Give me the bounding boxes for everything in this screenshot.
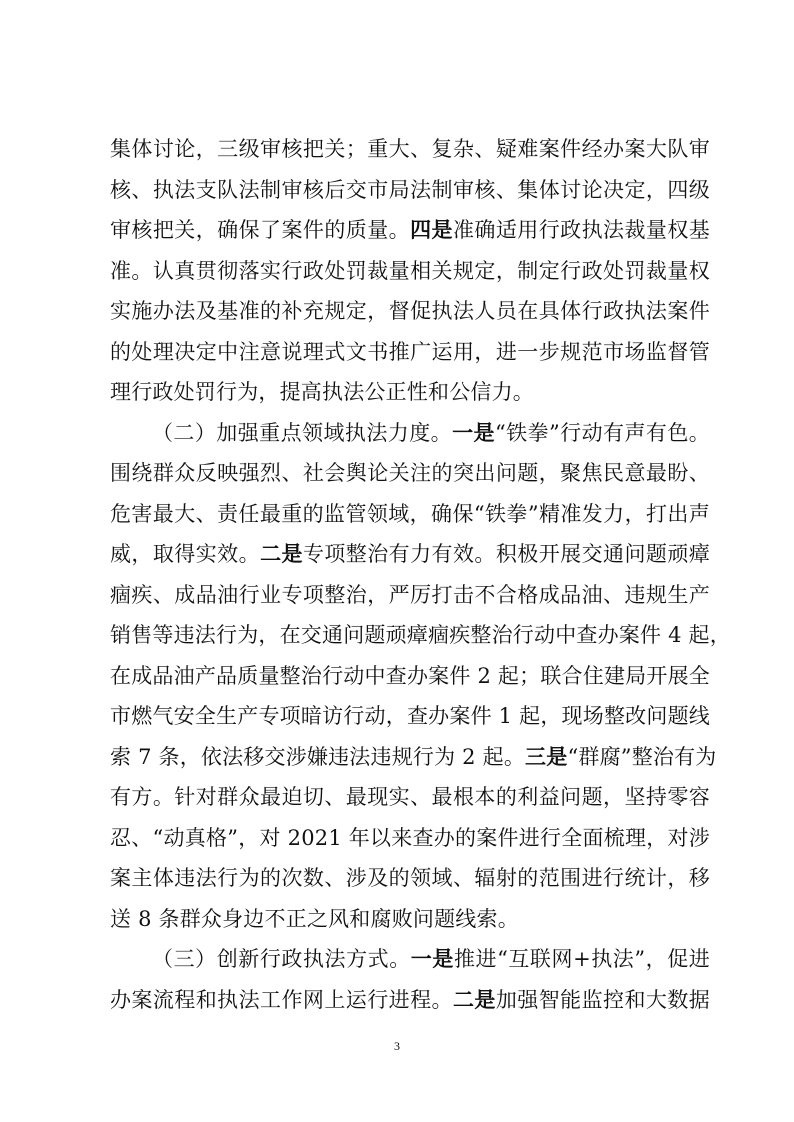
document-body [110, 129, 731, 1020]
emphasis-text: 二是 [260, 541, 303, 566]
text-line [110, 858, 710, 899]
text-segment: 加强智能监控和大数据 [495, 987, 711, 1012]
text-segment: 在成品油产品质量整治行动中查办案件 2 起；联合住建局开展全 [110, 663, 710, 688]
text-line [110, 575, 710, 616]
emphasis-text: 四是 [410, 217, 453, 242]
text-line [110, 494, 710, 535]
text-segment: 忍、“动真格”，对 2021 年以来查办的案件进行全面梳理，对涉 [110, 825, 710, 850]
text-segment: 准确适用行政执法裁量权基 [452, 218, 710, 242]
text-segment: 办案流程和执法工作网上运行进程。 [110, 987, 453, 1012]
text-segment: （二）加强重点领域执法力度。 [152, 420, 453, 445]
text-line [110, 129, 710, 170]
page-number: 3 [394, 1039, 400, 1053]
text-segment: 实施办法及基准的补充规定，督促执法人员在具体行政执法案件 [110, 299, 710, 323]
text-segment: 案主体违法行为的次数、涉及的领域、辐射的范围进行统计，移 [110, 866, 710, 890]
text-line [110, 170, 710, 211]
text-segment: 审核把关，确保了案件的质量。 [110, 218, 411, 242]
text-segment: 推进“互联网+执法”，促进 [453, 947, 710, 971]
text-segment: 索 7 条，依法移交涉嫌违法违规行为 2 起。 [110, 744, 526, 769]
text-line [110, 939, 710, 980]
text-segment: “群腐”整治有为 [567, 744, 717, 769]
text-line [110, 818, 710, 859]
text-line [110, 251, 710, 292]
text-segment: 有方。针对群众最迫切、最现实、最根本的利益问题，坚持零容 [110, 785, 710, 809]
text-line [110, 291, 710, 332]
text-segment: （三）创新行政执法方式。 [152, 947, 411, 971]
text-line [110, 696, 710, 737]
text-line [110, 413, 710, 454]
text-segment: 市燃气安全生产专项暗访行动，查办案件 1 起，现场整改问题线 [110, 704, 710, 728]
text-line [110, 777, 710, 818]
text-segment: “铁拳”行动有声有色。 [494, 420, 710, 445]
text-line [110, 332, 710, 373]
emphasis-text: 一是 [410, 946, 454, 971]
text-line [110, 656, 710, 697]
text-segment: 围绕群众反映强烈、社会舆论关注的突出问题，聚焦民意最盼、 [110, 461, 710, 485]
text-line [110, 737, 717, 778]
text-segment: 销售等违法行为，在交通问题顽瘴痼疾整治行动中查办案件 4 起， [110, 623, 731, 647]
emphasis-text: 二是 [453, 986, 496, 1012]
text-segment: 危害最大、责任最重的监管领域，确保“铁拳”精准发力，打出声 [110, 501, 710, 526]
text-segment: 威，取得实效。 [110, 542, 261, 566]
text-segment: 的处理决定中注意说理式文书推广运用，进一步规范市场监督管 [110, 339, 710, 364]
text-line [110, 980, 710, 1021]
text-line [110, 534, 710, 575]
text-segment: 专项整治有力有效。积极开展交通问题顽瘴 [302, 542, 710, 566]
text-segment: 准。认真贯彻落实行政处罚裁量相关规定，制定行政处罚裁量权 [110, 258, 710, 283]
text-segment: 理行政处罚行为，提高执法公正性和公信力。 [110, 380, 534, 404]
emphasis-text: 三是 [525, 743, 568, 769]
text-line [110, 899, 710, 940]
text-segment: 送 8 条群众身边不正之风和腐败问题线索。 [110, 906, 519, 931]
text-line [110, 615, 731, 656]
text-segment: 核、执法支队法制审核后交市局法制审核、集体讨论决定，四级 [110, 177, 710, 202]
text-line [110, 453, 710, 494]
text-line [110, 210, 710, 251]
emphasis-text: 一是 [452, 419, 495, 445]
text-line [110, 372, 710, 413]
text-segment: 集体讨论，三级审核把关；重大、复杂、疑难案件经办案大队审 [110, 137, 710, 161]
text-segment: 痼疾、成品油行业专项整治，严厉打击不合格成品油、违规生产 [110, 582, 710, 607]
